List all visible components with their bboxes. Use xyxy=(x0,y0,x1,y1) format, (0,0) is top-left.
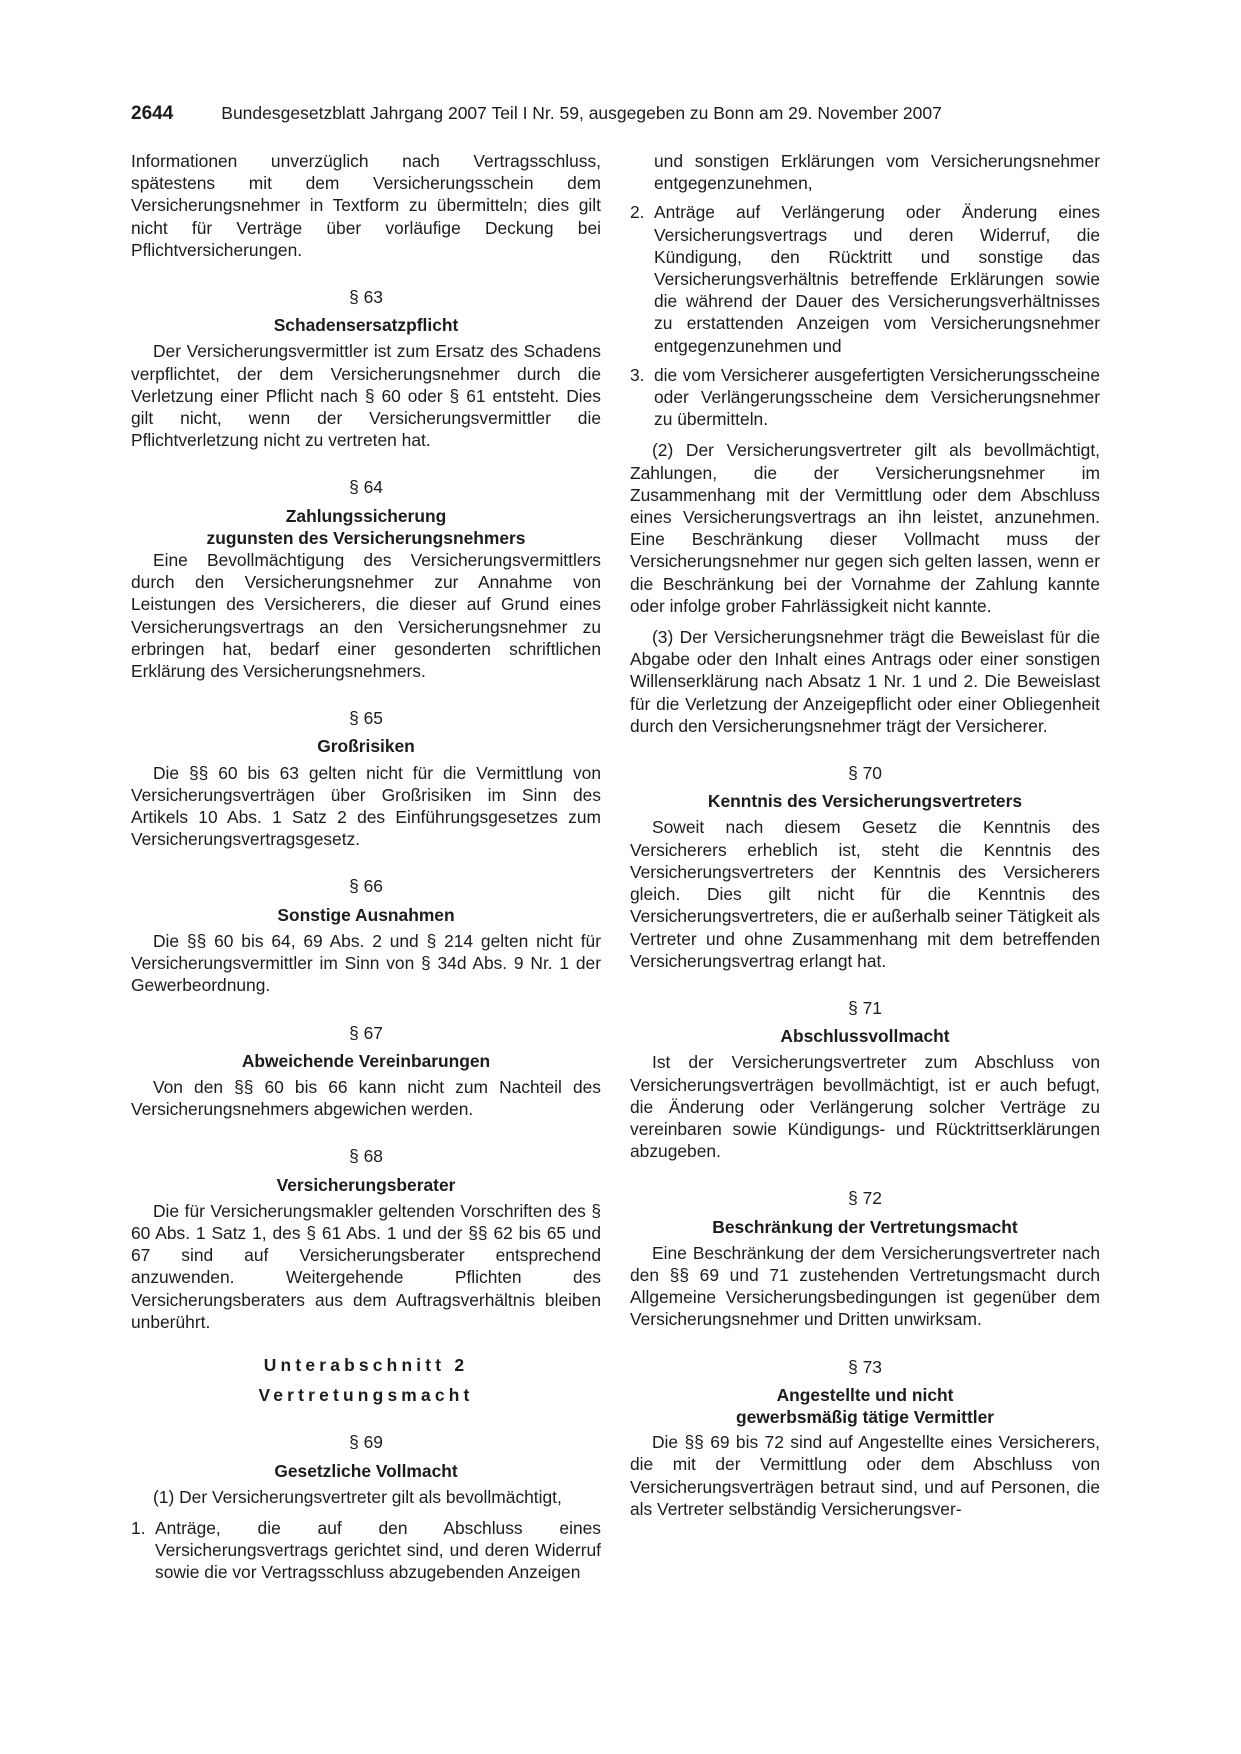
page-number: 2644 xyxy=(131,103,174,124)
section-sign: § 67 xyxy=(349,1022,383,1043)
list-item xyxy=(630,201,1100,356)
section-text: Ist der Versicherungsvertreter zum Abschluss von Versicherungsverträgen bevollmächtigt, ist er auch befugt, die Änderung oder Verlängerung solcher Verträge zu vereinbaren sowie Kündigungs- und Rücktrittserklärungen abzugeben. xyxy=(630,1052,1100,1162)
section-text: Die für Versicherungsmakler geltenden Vorschriften des § 60 Abs. 1 Satz 1, des § 61 Abs. 1 und der §§ 62 bis 65 und 67 sind auf Versicherungsberater entsprechend anzuwenden. Weitergehende Pflichten des Versicherungsberaters aus dem Auftragsverhältnis bleiben unberührt. xyxy=(131,1200,601,1332)
section-title-line: zugunsten des Versicherungsnehmers xyxy=(206,527,526,548)
section-title: Abweichende Vereinbarungen xyxy=(241,1050,491,1071)
section-sign: § 63 xyxy=(349,287,383,308)
section-text: Die §§ 69 bis 72 sind auf Angestellte eines Versicherers, die mit der Vermittlung oder dem Abschluss von Versicherungsverträgen betraut sind, und auf Personen, die als Vertreter selbständig Versicherungsver- xyxy=(630,1432,1100,1519)
intro-paragraph: Informationen unverzüglich nach Vertragsschluss, spätestens mit dem Versicherungsschein dem Versicherungsnehmer in Textform zu übermitteln; dies gilt nicht für Verträge über vorläufige Deckung bei Pflichtversicherungen. xyxy=(131,151,601,260)
section-title: Kenntnis des Versicherungsvertreters xyxy=(707,791,1023,812)
section-title: Beschränkung der Vertretungsmacht xyxy=(712,1216,1018,1237)
section-title: Abschlussvollmacht xyxy=(780,1026,950,1047)
subsection-1-text: (1) Der Versicherungsvertreter gilt als bevollmächtigt, xyxy=(153,1486,562,1507)
section-68 xyxy=(131,1145,601,1333)
subsection-3-text: (3) Der Versicherungsnehmer trägt die Beweislast für die Abgabe oder den Inhalt eines Antrags oder einer sonstigen Willenserklärung nach Absatz 1 Nr. 1 und 2. Die Beweislast für die Verletzung der Anzeigepflicht oder einer Obliegenheit durch den Versicherungsnehmer trägt der Versicherer. xyxy=(630,627,1100,736)
list-item-text: die vom Versicherer ausgefertigten Versicherungsscheine oder Verlängerungsscheine dem Versicherungsnehmer zu übermitteln. xyxy=(654,364,1100,430)
list-item-continued xyxy=(630,150,1100,194)
list-item-text: und sonstigen Erklärungen vom Versicherungsnehmer entgegenzunehmen, xyxy=(654,151,1100,194)
section-71 xyxy=(630,997,1100,1162)
section-73 xyxy=(630,1356,1100,1520)
section-text: Der Versicherungsvermittler ist zum Ersatz des Schadens verpflichtet, der dem Versicherungsnehmer durch die Verletzung einer Pflicht nach § 60 oder § 61 entsteht. Dies gilt nicht, wenn der Versicherungsvermittler die Pflichtverletzung nicht zu vertreten hat. xyxy=(131,341,601,451)
section-text: Die §§ 60 bis 64, 69 Abs. 2 und § 214 gelten nicht für Versicherungsvermittler im Sinn von § 34d Abs. 9 Nr. 1 der Gewerbeordnung. xyxy=(131,930,601,996)
section-text: Eine Bevollmächtigung des Versicherungsvermittlers durch den Versicherungsnehmer zur Annahme von Leistungen des Versicherers, die dieser auf Grund eines Versicherungsvertrags an den Versicherungsnehmer zu erbringen hat, bedarf einer gesonderten schriftlichen Erklärung des Versicherungsnehmers. xyxy=(131,550,601,682)
section-sign: § 73 xyxy=(848,1356,882,1377)
right-column xyxy=(630,150,1100,1520)
section-title-line: gewerbsmäßig tätige Vermittler xyxy=(735,1406,995,1427)
section-title: Schadensersatzpflicht xyxy=(273,315,459,336)
list-item-number: 2. xyxy=(630,202,645,223)
section-63 xyxy=(131,286,601,451)
section-title: Versicherungsberater xyxy=(276,1174,456,1195)
section-sign: § 64 xyxy=(349,477,383,498)
section-72 xyxy=(630,1187,1100,1330)
list-item-number: 1. xyxy=(131,1517,146,1538)
section-text: Eine Beschränkung der dem Versicherungsvertreter nach den §§ 69 und 71 zustehenden Vertretungsmacht durch Allgemeine Versicherungsbedingungen ist gegenüber dem Versicherungsnehmer und Dritten unwirksam. xyxy=(630,1242,1100,1330)
section-text: Von den §§ 60 bis 66 kann nicht zum Nachteil des Versicherungsnehmers abgewichen werden. xyxy=(131,1076,601,1120)
left-column xyxy=(131,150,601,1584)
subsection-label: Unterabschnitt 2 xyxy=(263,1354,469,1375)
list-item-text: Anträge auf Verlängerung oder Änderung eines Versicherungsvertrags und deren Widerruf, die Kündigung, den Rücktritt und sonstige das Versicherungsverhältnis betreffende Erklärungen sowie die während der Dauer des Versicherungsverhältnisses zu erstattenden Anzeigen vom Versicherungsnehmer entgegenzunehmen und xyxy=(654,202,1100,356)
section-title: Sonstige Ausnahmen xyxy=(277,904,455,925)
section-sign: § 69 xyxy=(349,1432,383,1453)
list-item xyxy=(131,1517,601,1584)
section-text: Soweit nach diesem Gesetz die Kenntnis des Versicherers erheblich ist, steht die Kenntnis des Versicherungsvertreters der Kenntnis des Versicherers gleich. Dies gilt nicht für die Kenntnis des Versicherungsvertreters, die er außerhalb seiner Tätigkeit als Vertreter und ohne Zusammenhang mit dem betreffenden Versicherungsvertrag erlangt hat. xyxy=(630,817,1100,971)
section-sign: § 68 xyxy=(349,1146,383,1167)
section-65 xyxy=(131,707,601,850)
section-title-line: Angestellte und nicht xyxy=(776,1384,954,1405)
section-text: Die §§ 60 bis 63 gelten nicht für die Vermittlung von Versicherungsverträgen über Großrisiken im Sinn des Artikels 10 Abs. 1 Satz 2 des Einführungsgesetzes zum Versicherungsvertragsgesetz. xyxy=(131,762,601,850)
section-67 xyxy=(131,1022,601,1121)
section-66 xyxy=(131,875,601,996)
section-64 xyxy=(131,476,601,682)
section-title xyxy=(630,1384,1100,1428)
running-header xyxy=(131,101,1111,126)
subsection-title: Vertretungsmacht xyxy=(258,1385,474,1406)
list-item xyxy=(630,364,1100,431)
running-title: Bundesgesetzblatt Jahrgang 2007 Teil I Nr. 59, ausgegeben zu Bonn am 29. November 2007 xyxy=(221,103,942,123)
section-sign: § 71 xyxy=(848,997,882,1018)
section-70 xyxy=(630,762,1100,972)
section-69 xyxy=(131,1431,601,1583)
section-title-line: Zahlungssicherung xyxy=(285,505,447,526)
section-sign: § 66 xyxy=(349,876,383,897)
section-sign: § 72 xyxy=(848,1188,882,1209)
list-item-text: Anträge, die auf den Abschluss eines Versicherungsvertrags gerichtet sind, und deren Widerruf sowie die vor Vertragsschluss abzugebenden Anzeigen xyxy=(155,1517,601,1583)
section-title: Gesetzliche Vollmacht xyxy=(274,1460,458,1481)
list-item-number: 3. xyxy=(630,364,645,385)
section-title xyxy=(131,505,601,549)
section-sign: § 65 xyxy=(349,708,383,729)
section-sign: § 70 xyxy=(848,763,882,784)
subsection-2-text: (2) Der Versicherungsvertreter gilt als bevollmächtigt, Zahlungen, die der Versicherungsnehmer im Zusammenhang mit der Vermittlung oder dem Abschluss eines Versicherungsvertrags an ihn leistet, anzunehmen. Eine Beschränkung dieser Vollmacht muss der Versicherungsnehmer nur gegen sich gelten lassen, wenn er die Beschränkung bei der Vornahme der Zahlung kannte oder infolge grober Fahrlässigkeit nicht kannte. xyxy=(630,440,1100,616)
section-title: Großrisiken xyxy=(317,736,415,757)
